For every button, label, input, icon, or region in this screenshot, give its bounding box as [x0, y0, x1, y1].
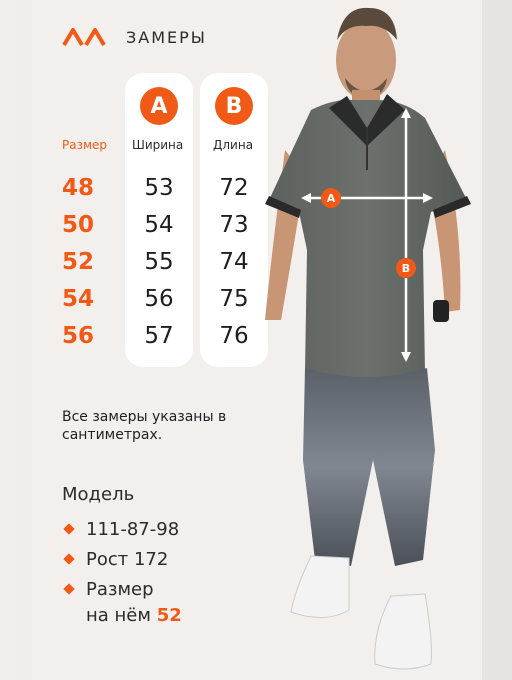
width-value: 53	[144, 175, 174, 201]
model-title: Модель	[62, 484, 135, 505]
head	[336, 20, 396, 100]
length-value: 76	[219, 323, 249, 349]
length-value: 74	[219, 249, 249, 275]
marker-a-label: A	[326, 192, 336, 205]
size-list	[62, 175, 94, 360]
model-size-label: Размер	[86, 579, 154, 600]
width-value: 54	[144, 212, 174, 238]
length-header: Длина	[213, 138, 254, 152]
length-value: 72	[219, 175, 249, 201]
list-item	[62, 517, 182, 543]
model-size-label-2: на нём	[86, 605, 151, 626]
size-value: 54	[62, 286, 95, 312]
model-photo	[255, 0, 512, 680]
width-value: 56	[144, 286, 174, 312]
list-item	[62, 547, 182, 573]
measurement-note: Все замеры указаны в сантиметрах.	[62, 409, 227, 443]
model-params-list	[62, 517, 182, 633]
brand-logo	[62, 27, 106, 47]
size-value: 56	[62, 323, 95, 349]
list-item	[62, 577, 182, 629]
size-header: Размер	[62, 138, 108, 152]
diamond-bullet-icon	[63, 523, 74, 534]
jeans	[303, 368, 435, 566]
page-title: ЗАМЕРЫ	[126, 28, 207, 47]
diamond-bullet-icon	[63, 583, 74, 594]
width-value: 55	[144, 249, 174, 275]
size-value: 50	[62, 212, 95, 238]
width-header: Ширина	[132, 138, 184, 152]
length-value: 73	[219, 212, 249, 238]
model-size-value: 52	[156, 605, 182, 626]
size-value: 48	[62, 175, 95, 201]
badge-a: A	[140, 87, 178, 125]
diamond-bullet-icon	[63, 553, 74, 564]
width-value: 57	[144, 323, 174, 349]
model-measurements: 111-87-98	[86, 519, 180, 540]
size-value: 52	[62, 249, 95, 275]
width-values	[125, 175, 193, 360]
marker-b-label: B	[401, 262, 411, 275]
model-height: Рост 172	[86, 549, 169, 570]
length-value: 75	[219, 286, 249, 312]
badge-b: B	[215, 87, 253, 125]
